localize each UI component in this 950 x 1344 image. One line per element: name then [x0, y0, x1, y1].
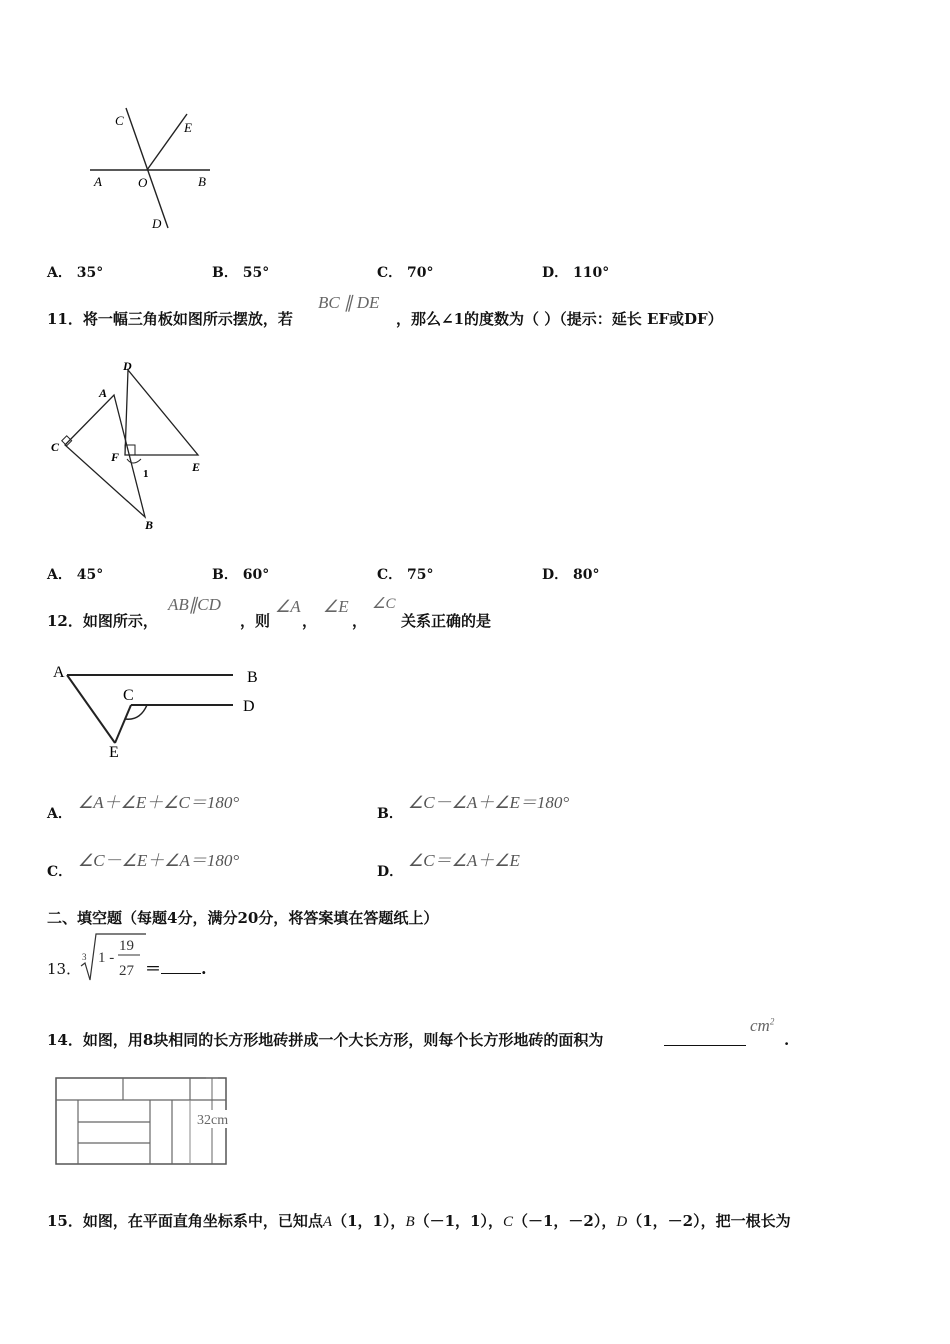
fraction-numerator: 19 [119, 938, 134, 954]
label-a: A [94, 174, 102, 189]
q11-parallel-expr: BC ∥ DE [318, 293, 380, 312]
label-e: E [184, 120, 192, 135]
q11-option-a[interactable]: A． 45° [47, 567, 104, 583]
q12-angle-a: ∠A [275, 597, 301, 616]
q12-figure [45, 655, 275, 765]
q12-angle-e: ∠E [323, 597, 349, 616]
label-c: C [123, 687, 134, 704]
label-c: C [115, 113, 124, 128]
label-f: F [111, 450, 120, 464]
q10-option-a[interactable]: A． 35° [47, 265, 104, 281]
dimension-label: 32cm [197, 1113, 229, 1128]
q11-stem-before: 11．将一幅三角板如图所示摆放，若 [47, 310, 293, 328]
label-b: B [247, 669, 258, 686]
radicand-one: 1 - [98, 950, 115, 966]
label-d: D [123, 359, 132, 373]
q11-option-d[interactable]: D． 80° [542, 567, 600, 583]
q10-option-d[interactable]: D． 110° [542, 265, 610, 281]
label-b: B [198, 174, 206, 189]
label-d: D [243, 698, 255, 715]
label-e: E [109, 744, 119, 761]
q12-option-a-expr: ∠A＋∠E＋∠C＝180° [78, 793, 240, 812]
q13-number: 13． [47, 960, 82, 978]
q13-radical [78, 930, 148, 984]
q14-figure [50, 1072, 250, 1172]
right-angle-c [62, 436, 72, 446]
label-b: B [145, 518, 154, 532]
q12-stem-suffix: 关系正确的是 [401, 612, 492, 630]
q15-stem: 15．如图，在平面直角坐标系中，已知点A（1，1），B（－1，1），C（－1，－2），D（1，－2），把一根长为 [47, 1212, 791, 1230]
q10-figure [80, 100, 230, 240]
q14-answer-blank[interactable] [664, 1031, 746, 1046]
q14-period: . [784, 1031, 790, 1049]
section-title: 二、填空题（每题4分，满分20分，将答案填在答题纸上） [47, 909, 439, 927]
q12-option-a-letter[interactable]: A． [47, 806, 72, 822]
q12-stem-then: ，则 [240, 612, 271, 630]
angle-1-arc [127, 459, 141, 463]
q12-option-b-letter[interactable]: B． [377, 806, 403, 822]
label-d: D [152, 216, 162, 231]
label-e: E [192, 460, 201, 474]
triangle-abc [65, 395, 145, 517]
q14-unit: $cm^2$ [750, 1016, 775, 1035]
label-1: 1 [143, 468, 149, 480]
q11-option-b[interactable]: B． 60° [212, 567, 270, 583]
label-o: O [138, 175, 148, 190]
q13-answer[interactable]: ＝ . [145, 959, 207, 978]
ray-oe [147, 114, 187, 170]
fraction-denominator: 27 [119, 963, 134, 979]
segment-ae [67, 675, 115, 743]
q12-option-c-letter[interactable]: C． [47, 864, 73, 880]
label-a: A [53, 664, 65, 681]
q10-option-c[interactable]: C． 70° [377, 265, 434, 281]
q11-stem-after: ，那么∠1的度数为（ ）（提示：延长 EF或DF） [396, 310, 723, 328]
q10-option-b[interactable]: B． 55° [212, 265, 270, 281]
q11-option-c[interactable]: C． 75° [377, 567, 434, 583]
label-a: A [99, 386, 108, 400]
q14-stem: 14．如图，用8块相同的长方形地砖拼成一个大长方形，则每个长方形地砖的面积为 [47, 1031, 604, 1049]
q12-angle-c: ∠C [372, 596, 396, 612]
q12-sep-2: ， [352, 612, 368, 630]
triangle-def [125, 370, 198, 455]
q12-parallel-expr: AB∥CD [168, 595, 221, 614]
q12-option-b-expr: ∠C－∠A＋∠E＝180° [408, 793, 570, 812]
q12-option-c-expr: ∠C－∠E＋∠A＝180° [78, 851, 240, 870]
q11-figure [45, 355, 225, 535]
label-c: C [51, 440, 60, 454]
q12-option-d-letter[interactable]: D． [377, 864, 404, 880]
cube-root-index: 3 [82, 952, 87, 962]
segment-ec [115, 705, 131, 743]
q12-stem-prefix: 12．如图所示， [47, 612, 158, 630]
q12-option-d-expr: ∠C＝∠A＋∠E [408, 851, 520, 870]
q12-sep-1: ， [302, 612, 318, 630]
line-cd [126, 108, 168, 228]
answer-blank[interactable] [161, 959, 201, 974]
